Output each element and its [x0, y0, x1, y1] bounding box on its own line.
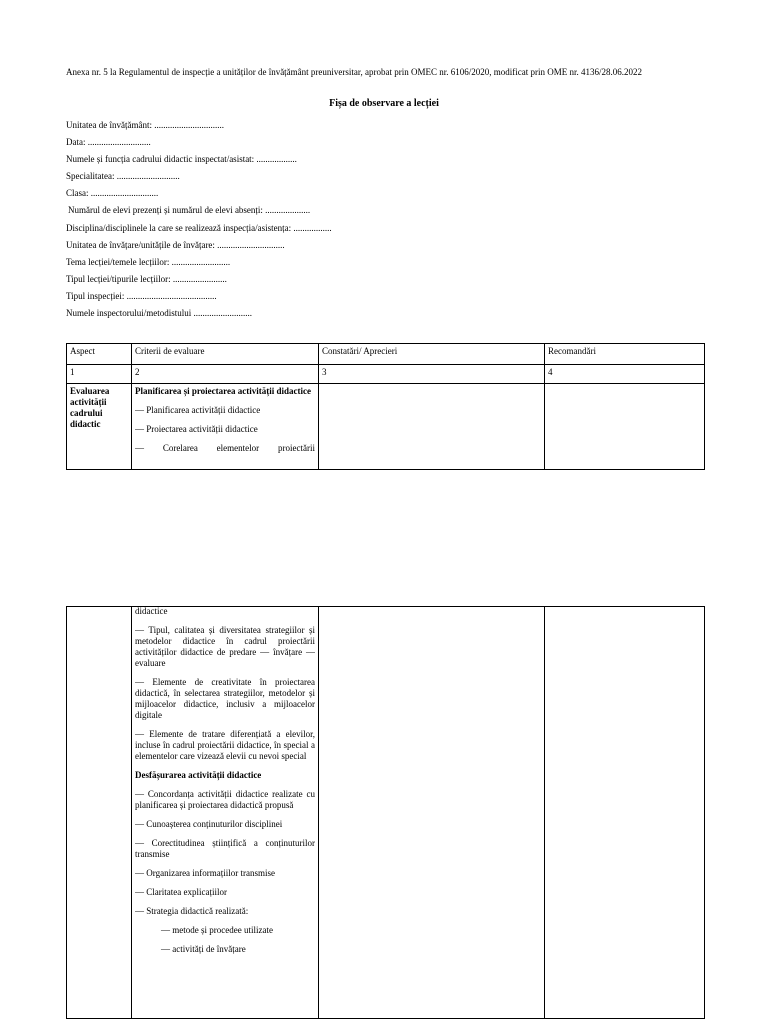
- document-title: Fișa de observare a lecției: [329, 98, 439, 109]
- findings-cell[interactable]: [319, 607, 545, 1019]
- evaluation-table: [66, 343, 705, 470]
- field-discipline: Disciplina/disciplinele la care se realizează inspecția/asistența: .................: [66, 222, 332, 233]
- header-criteria: Criterii de evaluare: [132, 344, 319, 365]
- table-number-row: [67, 365, 705, 384]
- column-number: 1: [67, 365, 132, 384]
- findings-cell[interactable]: [319, 384, 545, 470]
- section-title-planning: Planificarea și proiectarea activității didactice: [135, 386, 311, 396]
- column-number: 2: [132, 365, 319, 384]
- column-number: 4: [545, 365, 705, 384]
- field-teacher: Numele și funcția cadrului didactic inspectat/asistat: ..................: [66, 154, 297, 165]
- header-aspect: Aspect: [67, 344, 132, 365]
- table-header-row: [67, 344, 705, 365]
- recommendations-cell[interactable]: [545, 607, 705, 1019]
- criteria-cell: [132, 384, 319, 470]
- field-specialty: Specialitatea: ............................: [66, 171, 180, 182]
- field-lesson-topic: Tema lecției/temele lecțiilor: ..........................: [66, 256, 231, 267]
- header-findings: Constatări/ Aprecieri: [319, 344, 545, 365]
- annex-note: Anexa nr. 5 la Regulamentul de inspecție a unităților de învățământ preuniversitar, aprobat prin OMEC nr. 6106/2020, modificat prin OME nr. 4136/28.06.2022: [66, 67, 643, 77]
- recommendations-cell[interactable]: [545, 384, 705, 470]
- criterion-item: — Corectitudinea științifică a conținuturilor transmise: [135, 838, 315, 859]
- criterion-item: — Planificarea activității didactice: [135, 405, 261, 415]
- field-class: Clasa: ..............................: [66, 188, 159, 199]
- field-date: Data: ............................: [66, 137, 151, 148]
- criterion-item: — Elemente de tratare diferențiată a elevilor, incluse în cadrul proiectării didactice, în special a elementelor care vizează elevii cu nevoi special: [135, 729, 315, 761]
- field-learning-unit: Unitatea de învățare/unitățile de învățare: ..............................: [66, 239, 285, 250]
- criterion-item: — Tipul, calitatea și diversitatea strategiilor și metodelor didactice în cadrul proiectării activităților didactice de predare — învățare — evaluare: [135, 625, 315, 668]
- criterion-subitem: — metode și procedee utilizate: [161, 925, 273, 935]
- table-row: [67, 607, 705, 1019]
- section-title-delivery: Desfășurarea activității didactice: [135, 770, 262, 780]
- column-number: 3: [319, 365, 545, 384]
- field-inspection-type: Tipul inspecției: ........................................: [66, 290, 217, 301]
- criterion-item: — Concordanța activității didactice realizate cu planificarea și proiectarea didactică propusă: [135, 789, 315, 810]
- criterion-subitem: — activități de învățare: [161, 944, 246, 954]
- criterion-item: — Strategia didactică realizată:: [135, 906, 249, 916]
- header-recommendations: Recomandări: [545, 344, 705, 365]
- field-lesson-type: Tipul lecției/tipurile lecțiilor: ........................: [66, 273, 227, 284]
- document-page-2: [0, 606, 768, 1024]
- criterion-item: — Elemente de creativitate în proiectarea didactică, în selectarea strategiilor, metodelor și mijloacelor didactice, inclusiv a mijloacelor digitale: [135, 677, 315, 720]
- field-inspector-name: Numele inspectorului/metodistului ..........................: [66, 308, 252, 319]
- table-row: [67, 384, 705, 470]
- aspect-label: Evaluarea activității cadrului didactic: [70, 386, 110, 429]
- aspect-cell: [67, 607, 132, 1019]
- criterion-continuation: didactice: [135, 606, 168, 616]
- criterion-item: — Corelarea elementelor proiectării: [135, 443, 315, 453]
- field-school: Unitatea de învățământ: ...............................: [66, 120, 224, 130]
- evaluation-table-continued: [66, 606, 705, 1019]
- criterion-item: — Proiectarea activității didactice: [135, 424, 258, 434]
- criterion-item: — Cunoașterea conținuturilor disciplinei: [135, 819, 283, 829]
- criterion-item: — Claritatea explicațiilor: [135, 887, 227, 897]
- lesson-info-fields: [66, 119, 706, 324]
- field-student-count: Numărul de elevi prezenți și numărul de elevi absenți: ....................: [68, 205, 311, 216]
- criteria-cell: [132, 607, 319, 1019]
- aspect-cell: [67, 384, 132, 470]
- criterion-item: — Organizarea informațiilor transmise: [135, 868, 276, 878]
